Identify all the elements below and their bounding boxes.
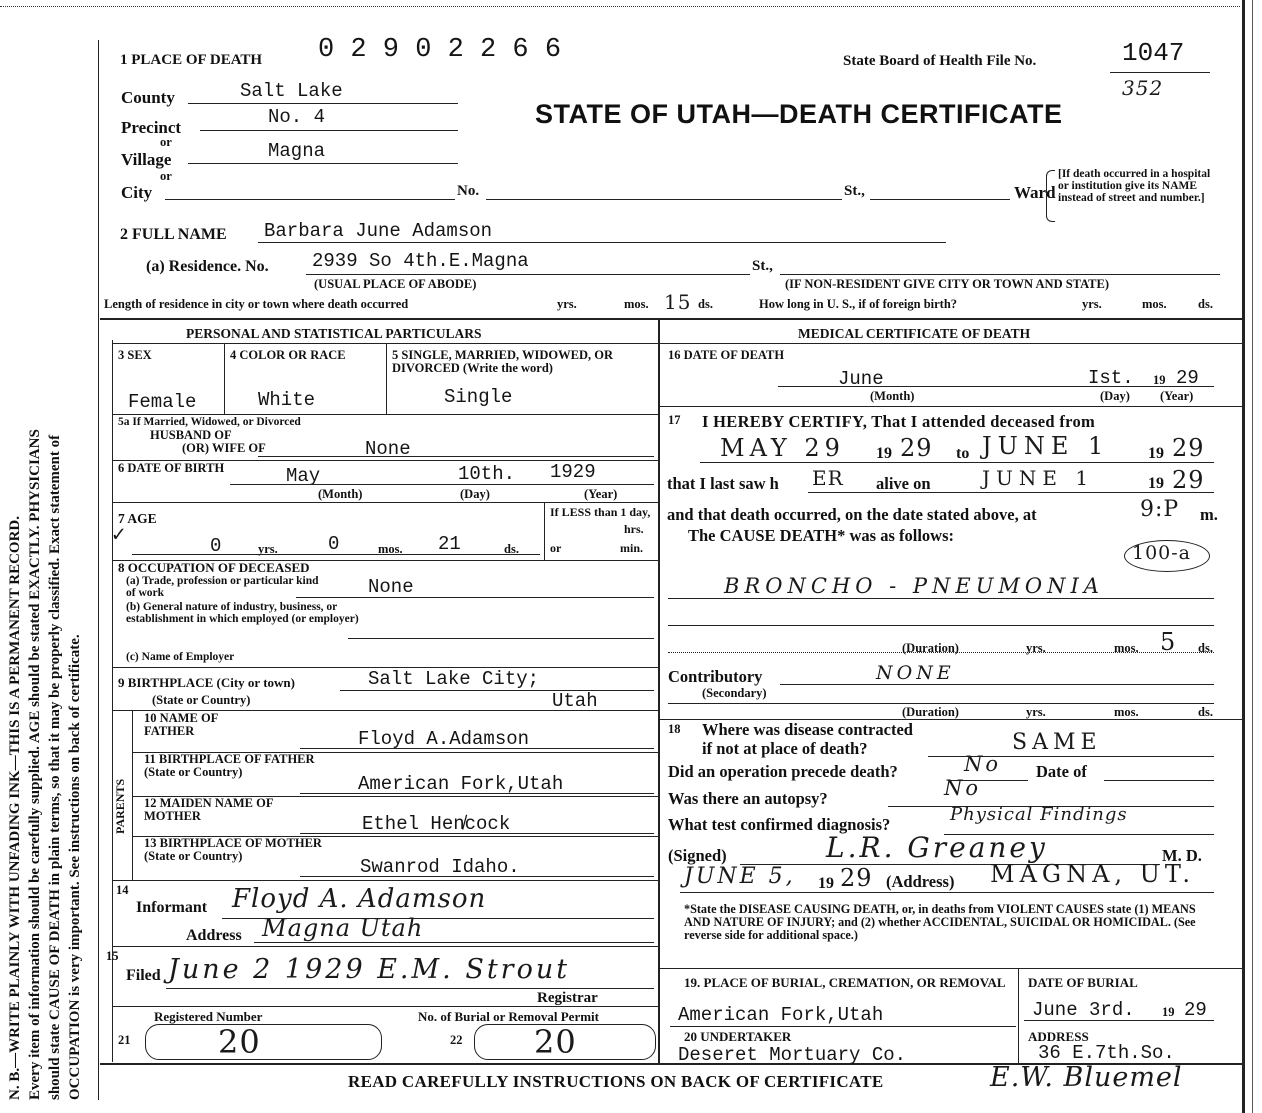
right-edge bbox=[1242, 0, 1245, 1113]
residence-label: (a) Residence. No. bbox=[146, 258, 269, 275]
birthplace-label: 9 BIRTHPLACE (City or town) bbox=[118, 675, 295, 690]
death-time-m: m. bbox=[1200, 505, 1218, 524]
last-saw-line bbox=[808, 492, 1214, 493]
from-year-prefix: 19 bbox=[876, 445, 892, 462]
full-name-line bbox=[258, 242, 946, 243]
certify-text: I HEREBY CERTIFY, That I attended deceased from bbox=[702, 412, 1096, 431]
father-value: Floyd A.Adamson bbox=[358, 728, 530, 750]
where-contracted-label-b: if not at place of death? bbox=[702, 739, 868, 758]
burial-date: June 3rd. bbox=[1032, 999, 1135, 1021]
nonresident-note: (IF NON-RESIDENT GIVE CITY OR TOWN AND STATE) bbox=[785, 277, 1110, 291]
address-label: (Address) bbox=[886, 872, 955, 891]
file-number: 1047 bbox=[1122, 38, 1185, 68]
residence-line bbox=[306, 274, 750, 275]
occupation-c-label: (c) Name of Employer bbox=[126, 651, 235, 663]
mother-label: 12 MAIDEN NAME OF MOTHER bbox=[144, 796, 274, 824]
informant-label: Informant bbox=[136, 899, 208, 916]
medical-heading: MEDICAL CERTIFICATE OF DEATH bbox=[798, 326, 1031, 341]
to-year: 29 bbox=[1172, 434, 1205, 462]
father-birthplace-label: 11 BIRTHPLACE OF FATHER (State or Country) bbox=[144, 752, 315, 780]
attended-line bbox=[700, 462, 1214, 463]
footer-signature: E.W. Bluemel bbox=[990, 1062, 1183, 1093]
burial-year: 29 bbox=[1184, 999, 1207, 1021]
spouse-label-b: HUSBAND OF bbox=[150, 428, 232, 442]
occupation-b-line bbox=[348, 638, 654, 639]
date-of-label: Date of bbox=[1036, 762, 1087, 781]
city-st-line bbox=[870, 199, 1010, 200]
registered-number-box bbox=[145, 1024, 382, 1060]
last-saw-year-prefix: 19 bbox=[1148, 475, 1164, 492]
mother-value: Ethel Hen̸cock bbox=[362, 813, 511, 835]
county-label: County bbox=[121, 88, 175, 107]
md-label: M. D. bbox=[1162, 846, 1202, 865]
contrib-line-2 bbox=[668, 703, 1214, 704]
less-hrs: hrs. bbox=[624, 522, 644, 536]
us-label: How long in U. S., if of foreign birth? bbox=[759, 297, 958, 311]
us-ds: ds. bbox=[1198, 297, 1213, 311]
sidebar-border bbox=[98, 40, 99, 1100]
burial-year-prefix: 19 bbox=[1162, 1005, 1175, 1019]
burial-date-divider bbox=[1018, 968, 1019, 1064]
county-line bbox=[188, 103, 458, 104]
duration-mos-1: mos. bbox=[1114, 641, 1139, 655]
dod-line bbox=[778, 386, 1214, 387]
to-year-prefix: 19 bbox=[1148, 445, 1164, 462]
signed-year-prefix: 19 bbox=[818, 875, 834, 892]
contributory-label: Contributory bbox=[668, 667, 763, 686]
duration-label-2: (Duration) bbox=[902, 705, 959, 719]
dob-year-caption: (Year) bbox=[584, 487, 618, 501]
file-number-2: 352 bbox=[1122, 76, 1164, 100]
color-label: 4 COLOR OR RACE bbox=[230, 348, 346, 362]
precinct-label: Precinct bbox=[121, 118, 182, 137]
residence-st-label: St., bbox=[752, 258, 773, 274]
duration-mos-value: 5 bbox=[1160, 628, 1177, 656]
item-14: 14 bbox=[116, 883, 129, 897]
age-mos-label: mos. bbox=[378, 542, 403, 556]
informant-signature: Floyd A. Adamson bbox=[232, 884, 487, 914]
occupation-label: 8 OCCUPATION OF DECEASED bbox=[118, 560, 310, 575]
dod-month-caption: (Month) bbox=[870, 389, 915, 403]
operation-label: Did an operation precede death? bbox=[668, 762, 898, 781]
dob-year: 1929 bbox=[550, 461, 596, 483]
physician-address: MAGNA, UT. bbox=[990, 860, 1196, 888]
top-dotted-edge bbox=[0, 6, 1240, 7]
length-residence-label: Length of residence in city or town where death occurred bbox=[104, 297, 409, 311]
parents-bottom bbox=[112, 880, 658, 881]
signed-label: (Signed) bbox=[668, 846, 727, 865]
village-value: Magna bbox=[268, 140, 326, 162]
burial-place: American Fork,Utah bbox=[678, 1004, 884, 1026]
city-label: City bbox=[121, 183, 153, 202]
ward-label: Ward bbox=[1014, 183, 1056, 202]
cause-line-1 bbox=[668, 598, 1214, 599]
color-marital-divider bbox=[386, 343, 387, 414]
date-of-death-label: 16 DATE OF DEATH bbox=[668, 348, 785, 362]
duration-yrs-1: yrs. bbox=[1026, 641, 1046, 655]
address-line bbox=[680, 892, 1214, 893]
dod-day-caption: (Day) bbox=[1100, 389, 1130, 403]
dob-day: 10th. bbox=[458, 463, 516, 485]
sex-value: Female bbox=[128, 391, 197, 413]
undertaker-address-label: ADDRESS bbox=[1028, 1029, 1089, 1044]
occupation-b-label: (b) General nature of industry, business, or establishment in which employed (or employer) bbox=[126, 601, 359, 626]
last-saw-text-b: alive on bbox=[876, 474, 931, 493]
duration-ds-1: ds. bbox=[1198, 641, 1213, 655]
last-saw-year: 29 bbox=[1172, 466, 1205, 494]
sidebar-line-4: OCCUPATION is very important. See instructions on back of certificate. bbox=[67, 634, 83, 1100]
father-line bbox=[300, 748, 654, 749]
residence-value: 2939 So 4th.E.Magna bbox=[312, 250, 529, 272]
sidebar-line-2: Every item of information should be carefully supplied. AGE should be stated EXACTLY. PHYSICIANS bbox=[27, 429, 43, 1100]
death-time-label: and that death occurred, on the date stated above, at bbox=[667, 505, 1037, 524]
registered-number: 20 bbox=[218, 1023, 261, 1061]
last-saw-text-a: that I last saw h bbox=[667, 474, 779, 493]
undertaker-value: Deseret Mortuary Co. bbox=[678, 1044, 907, 1066]
father-birthplace: American Fork,Utah bbox=[358, 773, 564, 795]
autopsy-label: Was there an autopsy? bbox=[668, 789, 828, 808]
attended-to: JUNE 1 bbox=[982, 432, 1110, 460]
residence-st-line bbox=[780, 274, 1220, 275]
city-line bbox=[165, 199, 455, 200]
birthplace-state-label: (State or Country) bbox=[152, 693, 251, 707]
dob-row-bottom bbox=[112, 502, 658, 503]
county-value: Salt Lake bbox=[240, 80, 343, 102]
less-than-label: If LESS than 1 day, bbox=[550, 505, 651, 519]
footnote-row-bottom bbox=[660, 968, 1242, 969]
secondary-label: (Secondary) bbox=[702, 686, 767, 700]
footer-instructions: READ CAREFULLY INSTRUCTIONS ON BACK OF CERTIFICATE bbox=[348, 1072, 884, 1091]
marital-value: Single bbox=[444, 386, 513, 408]
age-ds-value: 21 bbox=[438, 533, 461, 555]
certificate-title: STATE OF UTAH—DEATH CERTIFICATE bbox=[535, 99, 1063, 129]
mother-birthplace: Swanrod Idaho. bbox=[360, 856, 520, 878]
test-value: Physical Findings bbox=[950, 804, 1128, 825]
spouse-value: None bbox=[365, 438, 411, 460]
birthplace-state: Utah bbox=[552, 690, 598, 712]
from-year: 29 bbox=[900, 434, 933, 462]
sex-label: 3 SEX bbox=[118, 348, 152, 362]
file-no-underline bbox=[1110, 72, 1210, 73]
or-1: or bbox=[160, 135, 172, 149]
last-saw-date: JUNE 1 bbox=[982, 466, 1095, 490]
city-st-label: St., bbox=[844, 183, 865, 199]
autopsy-value: No bbox=[944, 776, 982, 800]
operation-value: No bbox=[964, 752, 1002, 776]
length-days-value: 15 bbox=[664, 290, 692, 314]
signed-year: 29 bbox=[840, 864, 873, 892]
mother-bp-line bbox=[300, 876, 654, 877]
dod-year-caption: (Year) bbox=[1160, 389, 1194, 403]
dod-month: June bbox=[838, 368, 884, 390]
full-name-value: Barbara June Adamson bbox=[264, 220, 493, 242]
informant-row-bottom bbox=[112, 946, 658, 947]
occupation-a-label: (a) Trade, profession or particular kind of work bbox=[126, 575, 319, 600]
length-mos: mos. bbox=[624, 297, 649, 311]
dob-label: 6 DATE OF BIRTH bbox=[118, 461, 225, 475]
length-yrs: yrs. bbox=[557, 297, 577, 311]
spouse-label-a: 5a If Married, Widowed, or Divorced bbox=[118, 416, 301, 428]
less-or: or bbox=[550, 541, 562, 555]
age-check: ✓ bbox=[112, 523, 126, 548]
precinct-value: No. 4 bbox=[268, 106, 326, 128]
burial-permit-label: No. of Burial or Removal Permit bbox=[418, 1009, 599, 1024]
informant-address: Magna Utah bbox=[262, 914, 424, 942]
age-ds-label: ds. bbox=[504, 542, 519, 556]
dob-month-caption: (Month) bbox=[318, 487, 363, 501]
center-divider bbox=[658, 318, 660, 1063]
father-label: 10 NAME OF FATHER bbox=[144, 711, 218, 739]
spouse-line bbox=[258, 456, 654, 457]
personal-heading-rule bbox=[112, 343, 658, 344]
mother-line bbox=[300, 833, 654, 834]
hospital-note: [If death occurred in a hospital or institution give its NAME instead of street and number.] bbox=[1058, 168, 1211, 205]
registrar-label: Registrar bbox=[537, 990, 598, 1006]
father-bp-line bbox=[300, 793, 654, 794]
duration-ds-2: ds. bbox=[1198, 705, 1213, 719]
sidebar-line-3: should state CAUSE OF DEATH in plain terms, so that it may be properly classified. Exact statement of bbox=[47, 434, 63, 1100]
informant-address-line bbox=[254, 942, 654, 943]
burial-date-line bbox=[1024, 1020, 1214, 1021]
precinct-line bbox=[200, 130, 458, 131]
where-contracted-label: Where was disease contracted bbox=[702, 720, 913, 739]
burial-permit-number: 20 bbox=[534, 1023, 577, 1061]
us-mos: mos. bbox=[1142, 297, 1167, 311]
dob-line bbox=[230, 484, 654, 485]
contributory-value: NONE bbox=[876, 662, 955, 684]
village-line bbox=[188, 163, 458, 164]
filed-signature: June 2 1929 E.M. Strout bbox=[168, 954, 571, 985]
filed-label: Filed bbox=[126, 967, 161, 984]
item-21: 21 bbox=[118, 1033, 131, 1047]
dob-day-caption: (Day) bbox=[460, 487, 490, 501]
duration-label-1: (Duration) bbox=[902, 641, 959, 655]
burial-label: 19. PLACE OF BURIAL, CREMATION, OR REMOVAL bbox=[684, 975, 1006, 990]
village-label: Village bbox=[121, 150, 172, 169]
dod-year-prefix: 19 bbox=[1153, 373, 1166, 387]
physician-signature: L.R. Greaney bbox=[826, 831, 1048, 864]
item-15: 15 bbox=[106, 949, 119, 963]
age-label: 7 AGE bbox=[118, 511, 157, 526]
item-22: 22 bbox=[450, 1033, 463, 1047]
registered-number-label: Registered Number bbox=[154, 1009, 263, 1024]
dod-row-bottom bbox=[660, 406, 1242, 407]
or-2: or bbox=[160, 169, 172, 183]
filed-row-bottom bbox=[112, 1006, 658, 1007]
attended-from: MAY 29 bbox=[720, 434, 845, 462]
duration-mos-2: mos. bbox=[1114, 705, 1139, 719]
sidebar-line-1: N. B.—WRITE PLAINLY WITH UNFADING INK—THIS IS A PERMANENT RECORD. bbox=[7, 516, 23, 1100]
test-label: What test confirmed diagnosis? bbox=[668, 815, 891, 834]
cause-line-2 bbox=[668, 625, 1214, 626]
parents-label: PARENTS bbox=[113, 778, 127, 834]
mother-birthplace-label: 13 BIRTHPLACE OF MOTHER (State or Country) bbox=[144, 836, 322, 864]
contributory-line bbox=[780, 684, 1214, 685]
hospital-bracket bbox=[1046, 170, 1055, 222]
right-edge-inner bbox=[1252, 0, 1253, 1113]
full-name-label: 2 FULL NAME bbox=[120, 226, 227, 243]
birthplace-city: Salt Lake City; bbox=[368, 668, 540, 690]
serial-top: 0 2 9 0 2 2 6 6 bbox=[318, 35, 562, 65]
cause-code: 100-a bbox=[1132, 542, 1192, 564]
age-yrs-value: 0 bbox=[210, 535, 222, 557]
cause-label: The CAUSE DEATH* was as follows: bbox=[688, 526, 955, 545]
board-label: State Board of Health File No. bbox=[843, 53, 1037, 69]
color-value: White bbox=[258, 389, 316, 411]
dob-month: May bbox=[286, 465, 321, 487]
where-contracted: SAME bbox=[1012, 730, 1102, 755]
main-top-rule bbox=[100, 318, 1242, 320]
signed-date: JUNE 5, bbox=[684, 864, 796, 889]
duration-yrs-2: yrs. bbox=[1026, 705, 1046, 719]
burial-line bbox=[670, 1026, 1016, 1027]
dod-year: 29 bbox=[1176, 367, 1199, 389]
city-no-label: No. bbox=[457, 183, 480, 199]
to-label: to bbox=[956, 445, 970, 462]
age-mos-value: 0 bbox=[328, 533, 340, 555]
city-no-line bbox=[486, 199, 842, 200]
spouse-label-c: (OR) WIFE OF bbox=[182, 441, 266, 455]
us-yrs: yrs. bbox=[1082, 297, 1102, 311]
cause-of-death: BRONCHO - PNEUMONIA bbox=[724, 574, 1104, 598]
item-17: 17 bbox=[668, 413, 681, 427]
medical-heading-rule bbox=[660, 343, 1242, 344]
death-time: 9:P bbox=[1140, 497, 1180, 522]
length-ds: ds. bbox=[698, 297, 713, 311]
cause-footnote: *State the DISEASE CAUSING DEATH, or, in deaths from VIOLENT CAUSES state (1) MEANS AND NATURE OF INJURY; and (2) whether ACCIDENTAL, SUICIDAL OR HOMICIDAL. (See reverse side for additional space.) bbox=[684, 902, 1196, 942]
burial-date-label: DATE OF BURIAL bbox=[1028, 975, 1138, 990]
marital-label: 5 SINGLE, MARRIED, WIDOWED, OR DIVORCED (Write the word) bbox=[392, 348, 613, 376]
age-less-divider bbox=[544, 502, 545, 560]
duration-line-1 bbox=[668, 652, 1214, 653]
undertaker-label: 20 UNDERTAKER bbox=[684, 1029, 792, 1044]
undertaker-address: 36 E.7th.So. bbox=[1038, 1042, 1175, 1064]
personal-heading: PERSONAL AND STATISTICAL PARTICULARS bbox=[186, 326, 482, 341]
filed-line bbox=[166, 988, 654, 989]
place-of-death-label: 1 PLACE OF DEATH bbox=[120, 52, 263, 68]
birthplace-line bbox=[340, 690, 654, 691]
sex-row-bottom bbox=[112, 414, 658, 415]
parents-divider bbox=[132, 710, 133, 880]
occupation-value: None bbox=[368, 576, 414, 598]
dod-day: Ist. bbox=[1088, 367, 1134, 389]
sex-color-divider bbox=[224, 343, 225, 414]
date-of-line bbox=[1104, 780, 1214, 781]
age-yrs-label: yrs. bbox=[258, 542, 278, 556]
last-saw-her: ER bbox=[812, 466, 844, 490]
abode-note: (USUAL PLACE OF ABODE) bbox=[314, 277, 477, 291]
occupation-a-line bbox=[296, 597, 654, 598]
item-18: 18 bbox=[668, 722, 681, 736]
less-min: min. bbox=[620, 541, 644, 555]
informant-address-label: Address bbox=[186, 927, 242, 944]
age-line bbox=[132, 554, 540, 555]
